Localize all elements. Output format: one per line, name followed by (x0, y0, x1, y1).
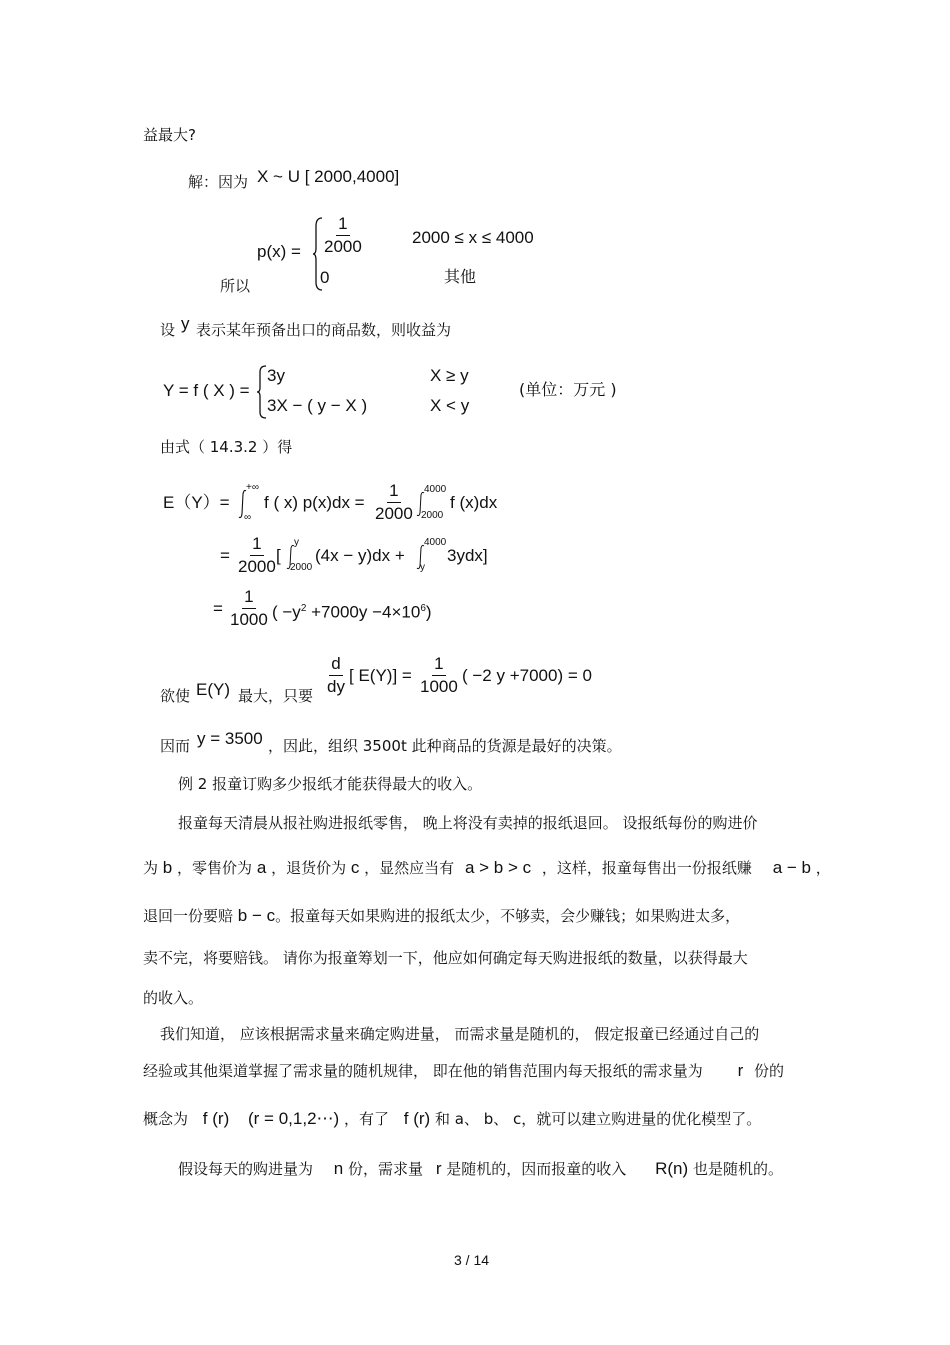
deriv-tail: ( −2 y +7000) = 0 (462, 666, 592, 685)
eq3-equals: = (213, 599, 223, 618)
r-range: (r = 0,1,2⋯) (248, 1109, 340, 1128)
solution-label: 解：因为 (188, 173, 249, 191)
fraction-1-2000 (236, 534, 278, 577)
page-number: 3 / 14 (454, 1252, 490, 1268)
int1-upper: +∞ (246, 482, 259, 493)
Y-lhs: Y = f ( X ) = (163, 381, 250, 400)
exponent-6: 6 (420, 603, 426, 614)
text: 也是随机的。 (692, 1160, 783, 1178)
paragraph-line (143, 859, 831, 877)
EY-lhs: E（Y）= (163, 493, 230, 512)
paragraph-line (143, 907, 740, 925)
paragraph-line: 卖不完，将要赔钱。 请你为报童筹划一下，他应如何确定每天购进报纸的数量，以获得最大 (143, 949, 748, 967)
text: 和 a、 b、 c，就可以建立购进量的优化模型了。 (434, 1110, 762, 1128)
y-3500: y = 3500 (197, 729, 263, 748)
int4-upper: 4000 (424, 537, 447, 548)
text: ，这样，报童每售出一份报纸赚 (541, 859, 752, 877)
paragraph-line: 的收入。 (143, 989, 204, 1007)
EY-symbol: E(Y) (196, 680, 230, 699)
frac-den: 2000 (375, 504, 413, 523)
px-zero: 0 (320, 268, 330, 287)
var-y: y (181, 314, 190, 333)
expr-b-c: b − c (237, 906, 276, 925)
text-zuida: 最大，只要 (238, 687, 314, 705)
Y-case2: 3X − ( y − X ) (267, 396, 368, 415)
fraction-1-2000 (373, 481, 415, 524)
paragraph-line (143, 1110, 761, 1128)
expr-a-b: a − b (772, 858, 812, 877)
eq2-equals: = (220, 546, 230, 565)
text: 。报童每天如果购进的报纸太少，不够卖，会少赚钱；如果购进太多， (275, 907, 741, 925)
frac-num: 1 (336, 214, 349, 236)
text: 假设每天的购进量为 (178, 1160, 314, 1178)
int3-lower: 2000 (290, 562, 313, 573)
int4-lower: y (420, 562, 425, 573)
int1-lower: ∞ (244, 512, 252, 523)
frac-den: 2000 (238, 557, 276, 576)
var-b: b (162, 858, 173, 877)
text: ，显然应当有 (364, 859, 455, 877)
text: 退回一份要赔 (143, 907, 234, 925)
px-condition: 2000 ≤ x ≤ 4000 (412, 228, 534, 247)
paragraph-line (143, 1062, 784, 1080)
var-n: n (333, 1159, 344, 1178)
text: 份，需求量 (348, 1160, 424, 1178)
Y-unit: (单位：万元 ) (519, 380, 617, 399)
R-n: R(n) (655, 1159, 689, 1178)
px-other: 其他 (444, 267, 477, 286)
var-c: c (350, 858, 360, 877)
var-r: r (737, 1061, 744, 1080)
text-line: 益最大? (143, 126, 196, 144)
text: ，有了 (343, 1110, 389, 1128)
fraction-1-2000 (322, 214, 364, 257)
paragraph-line: 我们知道， 应该根据需求量来确定购进量， 而需求量是随机的， 假定报童已经通过自己的 (160, 1025, 760, 1043)
paragraph-line (178, 1160, 783, 1178)
text: ， (815, 859, 831, 877)
text-yiner: 因而 (160, 737, 191, 755)
Y-case1: 3y (267, 366, 285, 385)
text: 为 (143, 859, 159, 877)
int2-lower: 2000 (421, 510, 444, 521)
int3-upper: y (294, 537, 299, 548)
eq3-body (272, 599, 432, 623)
bracket-open: [ (276, 546, 281, 565)
var-a: a (256, 858, 267, 877)
int1-body: f ( x) p(x)dx = (264, 493, 365, 512)
frac-num: 1 (387, 481, 400, 503)
f-r: f (r) (403, 1109, 431, 1128)
Y-cond2: X < y (430, 396, 470, 415)
frac-num: d (329, 654, 342, 676)
example-2-heading: 例 2 报童订购多少报纸才能获得最大的收入。 (178, 775, 483, 793)
frac-den: dy (327, 677, 345, 696)
text: 经验或其他渠道掌握了需求量的随机规律， 即在他的销售范围内每天报纸的需求量为 (143, 1062, 703, 1080)
int4-body: 3ydx] (447, 546, 488, 565)
frac-den: 2000 (324, 237, 362, 256)
text: 份的 (754, 1062, 785, 1080)
int3-body: (4x − y)dx + (315, 546, 405, 565)
fraction-1-1000 (418, 654, 460, 697)
paragraph-line: 报童每天清晨从报社购进报纸零售， 晚上将没有卖掉的报纸退回。 设报纸每份的购进价 (178, 814, 758, 832)
text-youshi: 由式（ 14.3.2 ）得 (160, 438, 293, 456)
fraction-1-1000 (228, 587, 270, 630)
text: ，零售价为 (177, 859, 253, 877)
inequality: a > b > c (464, 858, 532, 877)
eq3-part: ( −y (272, 602, 301, 622)
fraction-d-dy (325, 654, 347, 697)
frac-num: 1 (250, 534, 263, 556)
int2-upper: 4000 (424, 484, 447, 495)
frac-den: 1000 (230, 610, 268, 629)
text-she-desc: 表示某年预备出口的商品数，则收益为 (196, 321, 452, 339)
text-she: 设 (160, 321, 176, 339)
var-r: r (435, 1159, 442, 1178)
eq3-part: ) (425, 602, 432, 622)
exponent-2: 2 (300, 603, 307, 614)
px-lhs: p(x) = (257, 242, 301, 261)
frac-den: 1000 (420, 677, 458, 696)
f-r: f (r) (202, 1109, 230, 1128)
deriv-mid: [ E(Y)] = (349, 666, 412, 685)
text: 是随机的，因而报童的收入 (446, 1160, 627, 1178)
text-yushi: 欲使 (160, 687, 191, 705)
text-suoyi: 所以 (220, 277, 251, 295)
int2-body: f (x)dx (450, 493, 498, 512)
text: ，退货价为 (271, 859, 347, 877)
text-conclusion: ，因此，组织 3500t 此种商品的货源是最好的决策。 (268, 737, 622, 755)
Y-cond1: X ≥ y (430, 366, 469, 385)
text: 概念为 (143, 1110, 189, 1128)
frac-num: 1 (432, 654, 445, 676)
eq3-part: +7000y −4×10 (311, 602, 421, 622)
frac-num: 1 (242, 587, 255, 609)
distribution: X ~ U [ 2000,4000] (257, 167, 400, 186)
